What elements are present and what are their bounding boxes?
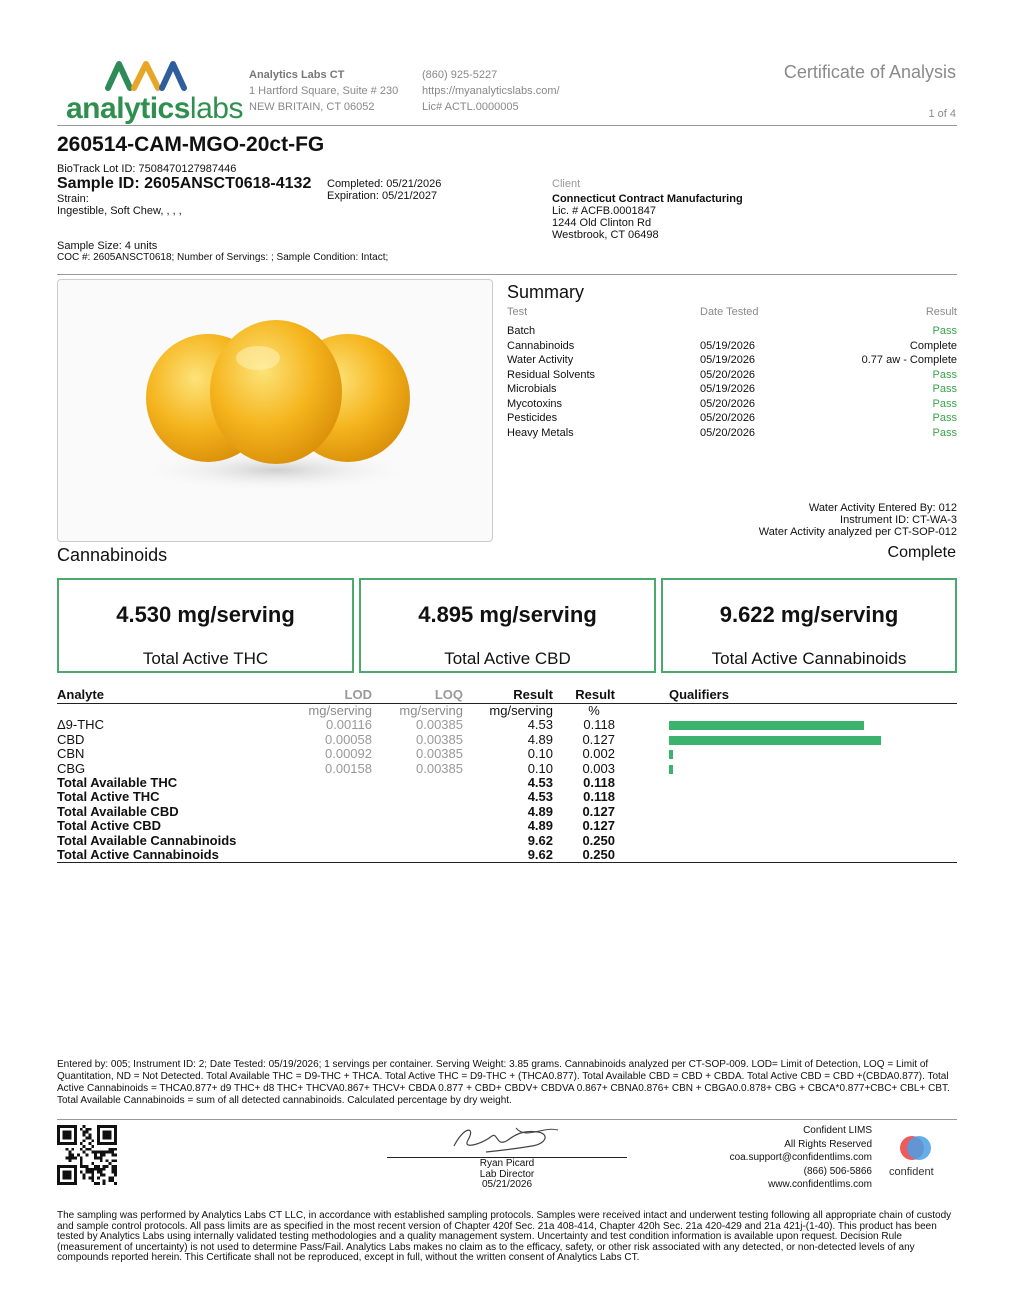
- lab-name: Analytics Labs CT: [249, 69, 345, 81]
- summary-test: Mycotoxins: [507, 397, 563, 410]
- analyte-qualifier: [615, 834, 957, 848]
- analyte-result: 0.10: [527, 746, 553, 762]
- summary-date: 05/19/2026: [700, 383, 756, 395]
- summary-row: [507, 382, 957, 397]
- result-header: Result: [463, 687, 553, 704]
- analyte-row: [57, 819, 957, 833]
- summary-date: 05/20/2026: [700, 397, 756, 410]
- lab-license: Lic# ACTL.0000005: [422, 101, 519, 113]
- summary-row: [507, 426, 957, 441]
- total-active-cbd-box: [359, 578, 656, 673]
- pct-unit: %: [588, 703, 600, 718]
- analyte-name: Total Available THC: [57, 775, 178, 791]
- analyte-qualifier: [615, 848, 957, 863]
- cannabinoids-status: Complete: [887, 544, 956, 561]
- summary-result: Pass: [932, 397, 957, 410]
- analyte-result: 9.62: [463, 848, 553, 863]
- analytics-labs-logo-icon: [105, 58, 187, 92]
- summary-result: Complete: [909, 339, 957, 352]
- box-label: Total Active THC: [142, 649, 269, 668]
- summary-row: [507, 368, 957, 383]
- analyte-header-row: [57, 687, 957, 704]
- result-bar: [669, 765, 673, 774]
- client-name: Connecticut Contract Manufacturing: [552, 193, 743, 205]
- cannabinoids-title: Cannabinoids: [57, 545, 168, 565]
- summary-test: Water Activity: [507, 354, 574, 366]
- analyte-qualifier: [615, 747, 957, 761]
- analyte-result: 4.89: [527, 731, 553, 747]
- product-photo: [57, 279, 493, 542]
- analyte-name: Total Active THC: [57, 789, 160, 805]
- signer-block: [387, 1159, 627, 1191]
- summary-row: [507, 411, 957, 426]
- analyte-loq: [372, 834, 463, 848]
- dates-block: [327, 178, 441, 202]
- summary-date: [700, 324, 820, 339]
- analyte-loq: [372, 819, 463, 833]
- analyte-table: [57, 687, 957, 863]
- analyte-loq: [372, 776, 463, 790]
- product-title: 260514-CAM-MGO-20ct-FG: [57, 133, 325, 156]
- analyte-pct: 0.002: [582, 746, 615, 762]
- analyte-row: [57, 790, 957, 804]
- summary-test: Cannabinoids: [507, 339, 575, 352]
- analyte-pct: 0.003: [582, 760, 615, 776]
- summary-date: 05/20/2026: [700, 426, 756, 439]
- lod-header: LOD: [292, 687, 372, 704]
- analyte-row: [57, 762, 957, 776]
- sample-id: Sample ID: 2605ANSCT0618-4132: [57, 175, 312, 192]
- result-pct-header: Result: [553, 687, 615, 704]
- box-value: 4.530 mg/serving: [116, 602, 295, 627]
- lims-site[interactable]: www.confidentlims.com: [768, 1179, 872, 1190]
- analyte-qualifier: [615, 819, 957, 833]
- lod-unit: mg/serving: [308, 703, 372, 718]
- analyte-header: Analyte: [57, 687, 292, 704]
- analyte-row: [57, 733, 957, 747]
- analyte-result: 4.53: [527, 789, 553, 805]
- units-row: [57, 704, 957, 719]
- analyte-row: [57, 776, 957, 790]
- analyte-name: CBN: [57, 746, 85, 762]
- analyte-pct: 0.127: [582, 803, 615, 819]
- summary-header-result: Result: [925, 306, 957, 318]
- analyte-pct: 0.118: [583, 717, 615, 733]
- product-divider: [57, 274, 957, 275]
- analyte-name: Total Active CBD: [57, 818, 162, 834]
- analyte-row: [57, 848, 957, 863]
- qr-code-icon[interactable]: [57, 1125, 117, 1185]
- analyte-loq: 0.00385: [416, 731, 463, 747]
- analyte-lod: [292, 790, 372, 804]
- loq-header: LOQ: [372, 687, 463, 704]
- lims-rights: All Rights Reserved: [784, 1138, 872, 1150]
- method-notes: Entered by: 005; Instrument ID: 2; Date Tested: 05/19/2026; 1 servings per container. Serving Weight: 3.85 grams. Cannabinoids analyzed per CT-SOP-009. LOD= Limit of Detection, LOQ = Limit of Quantitation, ND = Not Detected. Total Available THC = D9-THC + THCA. Total Active THC = D9-THC + (THCA0.877). Total Available CBD = CBD + CBDA. Total Active CBD = CBD +(CBDA0.877). Total Active Cannabinoids = THCA0.877+ d9 THC+ d8 THC+ THCVA0.867+ THCV+ CBDA 0.877 + CBD+ CBDV+ CBDVA 0.867+ CBNA0.876+ CBN + CBGA0.0.878+ CBG + CBCA*0.877+CBC+ CBL+ CBT. Total Available Cannabinoids = sum of all detected cannabinoids. Calculated percentage by dry weight.: [57, 1059, 950, 1106]
- header-divider: [57, 125, 957, 126]
- analyte-qualifier: [615, 790, 957, 804]
- analyte-row: [57, 747, 957, 761]
- lab-contact: [422, 67, 560, 115]
- summary-result: 0.77 aw - Complete: [861, 354, 957, 366]
- result-bar: [669, 736, 881, 745]
- analyte-result: 4.89: [527, 818, 553, 834]
- analyte-pct: 0.127: [582, 818, 615, 834]
- lims-phone: (866) 506-5866: [803, 1165, 872, 1177]
- lab-website[interactable]: https://myanalyticslabs.com/: [422, 85, 560, 97]
- confident-wordmark: confident: [889, 1166, 934, 1178]
- summary-header-date: Date Tested: [700, 306, 759, 318]
- client-address2: Westbrook, CT 06498: [552, 229, 659, 241]
- analyte-name: Δ9-THC: [57, 717, 104, 733]
- wa-instrument: Instrument ID: CT-WA-3: [840, 514, 957, 526]
- analyte-lod: 0.00092: [325, 746, 372, 762]
- gummy-image-icon: [58, 280, 493, 542]
- lims-info: [730, 1124, 872, 1192]
- analyte-loq: [372, 790, 463, 804]
- water-activity-info: [759, 502, 957, 538]
- result-unit: mg/serving: [489, 703, 553, 718]
- result-bar: [669, 750, 673, 759]
- analyte-result: 4.89: [527, 803, 553, 819]
- box-label: Total Active CBD: [444, 649, 571, 668]
- summary-header-test: Test: [507, 306, 528, 318]
- analyte-qualifier: [615, 805, 957, 819]
- analyte-qualifier: [615, 776, 957, 790]
- logo-wordmark: analyticslabs: [66, 92, 243, 125]
- analyte-qualifier: [615, 718, 957, 732]
- summary-date: 05/19/2026: [700, 354, 756, 366]
- completed-date: Completed: 05/21/2026: [327, 178, 442, 190]
- summary-result: Pass: [932, 325, 957, 337]
- sample-size: Sample Size: 4 units: [57, 240, 158, 252]
- analyte-lod: [292, 848, 372, 863]
- wa-entered: Water Activity Entered By: 012: [808, 502, 957, 514]
- strain-label: Strain:: [57, 193, 89, 205]
- client-address1: 1244 Old Clinton Rd: [552, 217, 652, 229]
- summary-test: Residual Solvents: [507, 368, 596, 381]
- summary-test: Pesticides: [507, 412, 558, 424]
- summary-row: [507, 353, 957, 368]
- analyte-pct: 0.127: [582, 731, 615, 747]
- coc-info: COC #: 2605ANSCT0618; Number of Servings: ; Sample Condition: Intact;: [57, 252, 389, 263]
- analyte-pct: 0.118: [583, 789, 615, 805]
- sample-info: [57, 240, 388, 264]
- analyte-loq: [372, 848, 463, 863]
- analyte-name: CBD: [57, 731, 85, 747]
- lab-address1: 1 Hartford Square, Suite # 230: [249, 85, 399, 97]
- analyte-loq: 0.00385: [416, 760, 463, 776]
- box-value: 9.622 mg/serving: [719, 602, 899, 627]
- summary-title: Summary: [507, 282, 585, 302]
- footer-disclaimer: The sampling was performed by Analytics Labs CT LLC, in accordance with established sampling protocols. Samples were received intact and underwent testing following all appropriate chain of custody and sample control protocols. All pass limits are as specified in the most recent version of Chapter 420f Sec. 21a 408-414, Chapter 420h Sec. 21a 420-429 and 21a 421j-(1-40). This product has been tested by Analytics Labs using internally validated testing methodologies and a quality management system. Uncertainty and test condition information is available upon request. Decision Rule (measurement of uncertainty) is not used to determine Pass/Fail. Analytics Labs makes no claim as to the efficacy, safety, or other risk associated with any detected, or non-detected levels of any compounds reported herein. This Certificate shall not be reproduced, except in full, without the written consent of Analytics Labs CT.: [57, 1210, 952, 1263]
- total-active-thc-box: [57, 578, 354, 673]
- analyte-lod: [292, 834, 372, 848]
- analyte-name: CBG: [57, 760, 86, 776]
- analyte-result: 9.62: [527, 832, 553, 848]
- lab-info: [249, 67, 398, 115]
- analyte-row: [57, 805, 957, 819]
- analyte-loq: [372, 805, 463, 819]
- analyte-pct: 0.250: [582, 832, 615, 848]
- summary-result: Pass: [932, 368, 957, 381]
- summary-result: Pass: [932, 383, 957, 395]
- analyte-name: Total Available Cannabinoids: [57, 832, 237, 848]
- analyte-lod: [292, 819, 372, 833]
- analyte-lod: 0.00116: [325, 717, 372, 733]
- analyte-lod: [292, 805, 372, 819]
- analyte-row: [57, 718, 957, 732]
- loq-unit: mg/serving: [399, 703, 463, 718]
- expiration-date: Expiration: 05/21/2027: [327, 190, 438, 202]
- document-title: Certificate of Analysis: [783, 62, 956, 82]
- page-number: 1 of 4: [928, 108, 956, 120]
- analyte-lod: 0.00158: [325, 760, 372, 776]
- signature-date: 05/21/2026: [481, 1179, 533, 1190]
- analyte-lod: [292, 776, 372, 790]
- lims-name: Confident LIMS: [803, 1125, 872, 1136]
- lims-email[interactable]: coa.support@confidentlims.com: [729, 1152, 872, 1163]
- client-label: Client: [552, 178, 581, 190]
- analyte-row: [57, 834, 957, 848]
- analyte-loq: 0.00385: [416, 717, 463, 733]
- summary-result: Pass: [932, 412, 957, 424]
- summary-date: 05/20/2026: [700, 368, 756, 381]
- analyte-result: 4.53: [527, 717, 553, 733]
- summary-row: [507, 397, 957, 412]
- lab-address2: NEW BRITAIN, CT 06052: [249, 101, 375, 113]
- product-type: Ingestible, Soft Chew, , , ,: [57, 205, 182, 217]
- analyte-name: Total Active Cannabinoids: [57, 848, 292, 863]
- summary-test: Heavy Metals: [507, 426, 574, 439]
- qualifiers-header: Qualifiers: [615, 687, 957, 704]
- analyte-pct: 0.250: [553, 848, 615, 863]
- summary-result: Pass: [932, 426, 957, 439]
- client-license: Lic. # ACFB.0001847: [552, 205, 656, 217]
- box-label: Total Active Cannabinoids: [711, 649, 907, 668]
- signature-icon: [446, 1122, 566, 1158]
- analyte-result: 0.10: [527, 760, 553, 776]
- summary-test: Microbials: [507, 383, 557, 395]
- client-block: [552, 193, 743, 241]
- analyte-result: 4.53: [527, 775, 553, 791]
- analyte-pct: 0.118: [583, 775, 615, 791]
- strain-block: [57, 193, 182, 217]
- analyte-loq: 0.00385: [416, 746, 463, 762]
- biotrack-lot: BioTrack Lot ID: 7508470127987446: [57, 163, 237, 175]
- summary-test: Batch: [507, 325, 536, 337]
- signer-name: Ryan Picard: [479, 1158, 535, 1169]
- analyte-qualifier: [615, 733, 957, 747]
- summary-date: 05/20/2026: [700, 412, 756, 424]
- result-bar: [669, 721, 864, 730]
- signer-role: Lab Director: [479, 1168, 535, 1180]
- summary-date: 05/19/2026: [700, 339, 756, 352]
- summary-row: [507, 339, 957, 354]
- box-value: 4.895 mg/serving: [418, 602, 597, 627]
- analyte-qualifier: [615, 762, 957, 776]
- total-active-cannabinoids-box: [661, 578, 957, 673]
- summary-row: [507, 324, 957, 339]
- summary-header-row: [507, 305, 957, 324]
- wa-method: Water Activity analyzed per CT-SOP-012: [758, 526, 957, 538]
- lab-phone: (860) 925-5227: [422, 69, 498, 81]
- notes-divider: [57, 1119, 957, 1120]
- summary-table: [507, 305, 957, 440]
- analyte-lod: 0.00058: [325, 731, 372, 747]
- analyte-name: Total Available CBD: [57, 803, 179, 819]
